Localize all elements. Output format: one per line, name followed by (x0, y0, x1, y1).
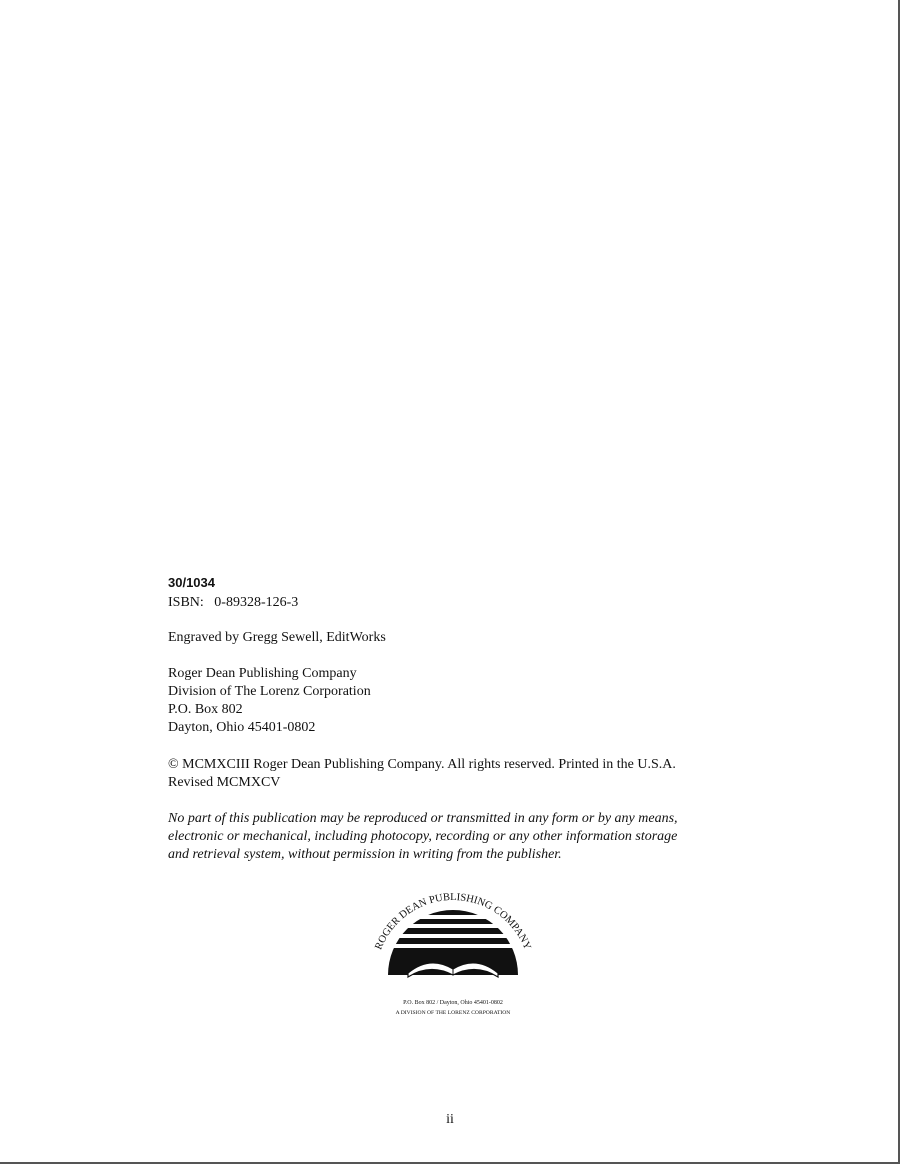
copyright-line: © MCMXCIII Roger Dean Publishing Company. All rights reserved. Printed in the U.S.A. (168, 757, 676, 772)
publisher-logo (358, 893, 548, 1023)
notice-line: No part of this publication may be reproduced or transmitted in any form or by any means, (168, 811, 678, 826)
revised-line: Revised MCMXCV (168, 775, 281, 790)
engraved-credit: Engraved by Gregg Sewell, EditWorks (168, 630, 386, 645)
logo-address-line: P.O. Box 802 / Dayton, Ohio 45401-0802 (403, 1000, 503, 1006)
address-line: P.O. Box 802 (168, 702, 243, 717)
page-number: ii (446, 1112, 454, 1127)
rights-notice (168, 810, 768, 864)
publisher-address (168, 665, 768, 737)
logo-division-line: A DIVISION OF THE LORENZ CORPORATION (395, 1010, 511, 1016)
notice-line: electronic or mechanical, including photocopy, recording or any other information storage (168, 829, 678, 844)
sun-stripes (388, 910, 518, 975)
publisher-logo-graphic (358, 893, 548, 1023)
catalog-number: 30/1034 (168, 575, 215, 590)
isbn: ISBN: 0-89328-126-3 (168, 595, 299, 610)
address-line: Dayton, Ohio 45401-0802 (168, 720, 316, 735)
address-line: Roger Dean Publishing Company (168, 666, 357, 681)
logo-arc-text: ROGER DEAN PUBLISHING COMPANY (373, 893, 533, 952)
address-line: Division of The Lorenz Corporation (168, 684, 371, 699)
copyright-notice (168, 756, 768, 792)
notice-line: and retrieval system, without permission in writing from the publisher. (168, 847, 562, 862)
